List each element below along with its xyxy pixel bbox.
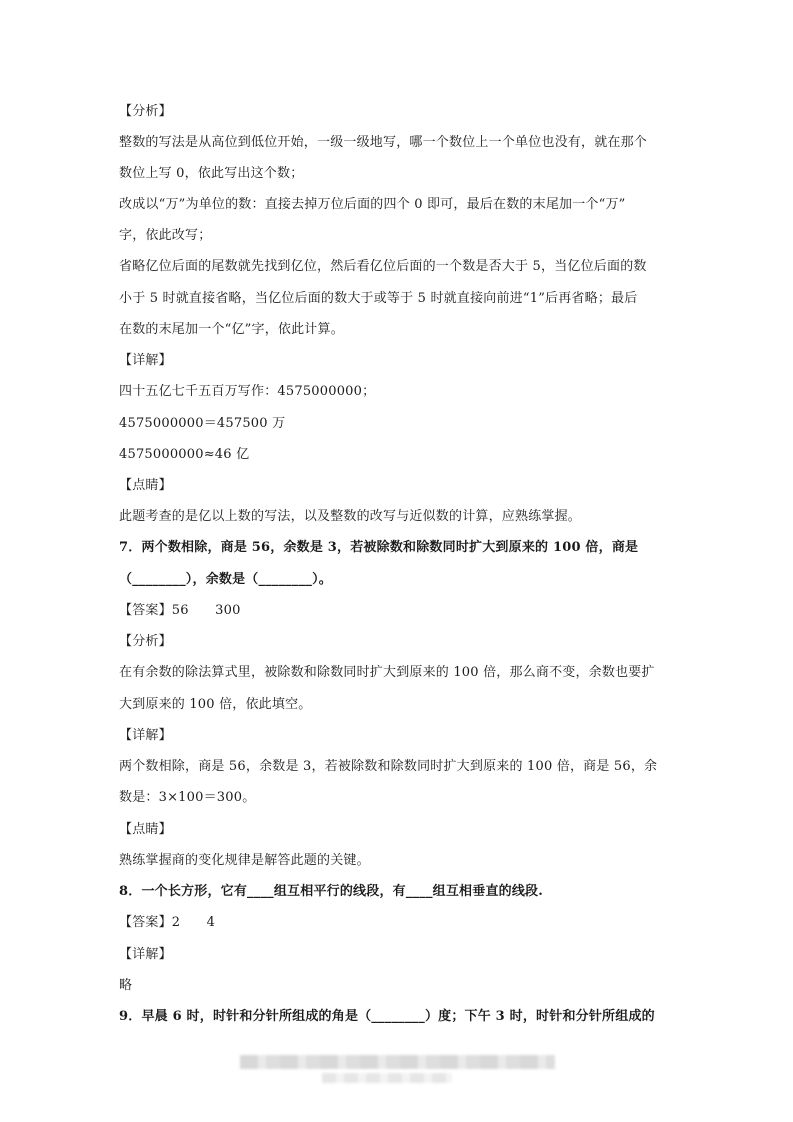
text-line: 两个数相除，商是 56，余数是 3，若被除数和除数同时扩大到原来的 100 倍，商是 56，余 bbox=[119, 759, 658, 774]
text-line: 在有余数的除法算式里，被除数和除数同时扩大到原来的 100 倍，那么商不变，余数也要扩 bbox=[119, 665, 655, 680]
text-line: 小于 5 时就直接省略，当亿位后面的数大于或等于 5 时就直接向前进“1”后再省略；最后 bbox=[119, 291, 638, 306]
blurred-footer-sub bbox=[322, 1073, 452, 1083]
section-heading-analysis: 【分析】 bbox=[119, 104, 172, 119]
section-heading-detail: 【详解】 bbox=[119, 728, 172, 743]
text-line: 改成以“万”为单位的数：直接去掉万位后面的四个 0 即可，最后在数的末尾加一个“万” bbox=[119, 197, 626, 212]
text-line: 此题考查的是亿以上数的写法，以及整数的改写与近似数的计算，应熟练掌握。 bbox=[119, 509, 582, 524]
answer-8: 【答案】2 4 bbox=[119, 915, 216, 930]
text-line: 4575000000≈46 亿 bbox=[119, 447, 250, 462]
text-line: 略 bbox=[119, 978, 133, 993]
text-line: 在数的末尾加一个“亿”字，依此计算。 bbox=[119, 322, 344, 337]
section-heading-remark: 【点睛】 bbox=[119, 478, 172, 493]
question-7-blanks: （________），余数是（________）。 bbox=[119, 572, 333, 587]
section-heading-detail: 【详解】 bbox=[119, 947, 172, 962]
text-line: 4575000000＝457500 万 bbox=[119, 416, 286, 431]
question-7: 7．两个数相除，商是 56，余数是 3，若被除数和除数同时扩大到原来的 100 倍，商是 bbox=[119, 540, 639, 555]
text-line: 数位上写 0，依此写出这个数； bbox=[119, 166, 304, 181]
section-heading-remark: 【点睛】 bbox=[119, 822, 172, 837]
text-line: 大到原来的 100 倍，依此填空。 bbox=[119, 697, 312, 712]
section-heading-analysis: 【分析】 bbox=[119, 634, 172, 649]
text-line: 数是：3×100＝300。 bbox=[119, 790, 256, 805]
text-line: 整数的写法是从高位到低位开始，一级一级地写，哪一个数位上一个单位也没有，就在那个 bbox=[119, 135, 648, 150]
text-line: 熟练掌握商的变化规律是解答此题的关键。 bbox=[119, 853, 370, 868]
section-heading-detail: 【详解】 bbox=[119, 353, 172, 368]
question-8: 8．一个长方形，它有____组互相平行的线段，有____组互相垂直的线段. bbox=[119, 884, 543, 899]
blurred-footer bbox=[240, 1055, 555, 1069]
question-9: 9．早晨 6 时，时针和分针所组成的角是（________）度；下午 3 时，时针和分针所组成的 bbox=[119, 1009, 655, 1024]
answer-7: 【答案】56 300 bbox=[119, 603, 241, 618]
text-line: 四十五亿七千五百万写作：4575000000； bbox=[119, 384, 376, 399]
text-line: 省略亿位后面的尾数就先找到亿位，然后看亿位后面的一个数是否大于 5，当亿位后面的数 bbox=[119, 259, 647, 274]
text-line: 字，依此改写； bbox=[119, 228, 212, 243]
